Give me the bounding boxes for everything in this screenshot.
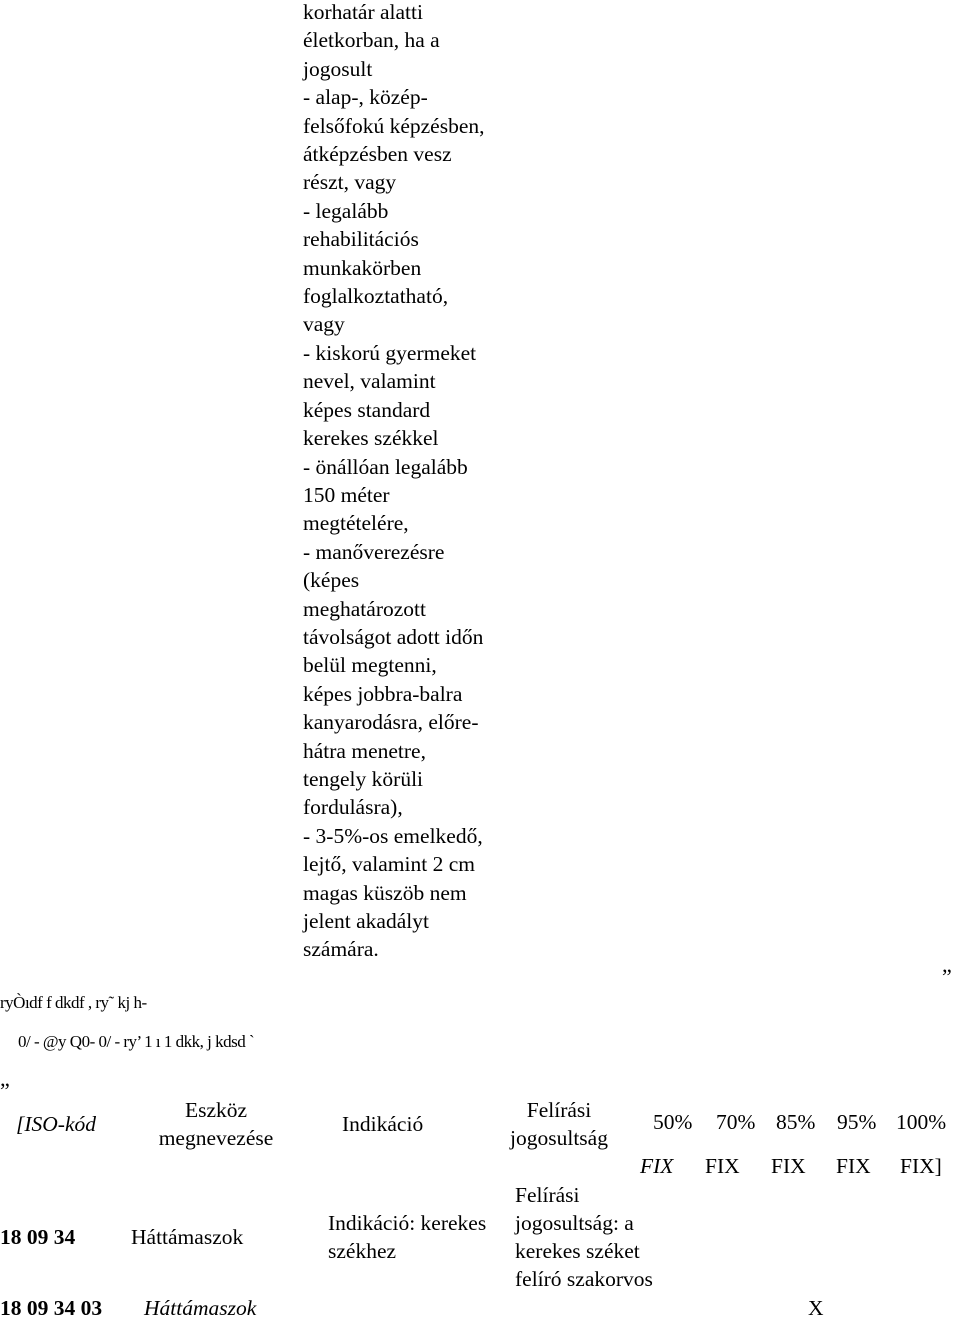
paragraph-line: - önállóan legalább: [303, 454, 468, 479]
row1-rights-line3: kerekes széket: [515, 1239, 640, 1263]
header-device-name: [150, 1096, 282, 1152]
fix-cell-95: FIX: [836, 1154, 871, 1178]
header-percent-95: 95%: [837, 1110, 877, 1134]
paragraph-line: jelent akadályt: [303, 909, 429, 933]
row1-rights-line1: Felírási: [515, 1183, 580, 1207]
closing-quote: „: [942, 952, 952, 977]
paragraph-line: hátra menetre,: [303, 738, 426, 763]
header-prescription-rights-line2: jogosultság: [510, 1126, 608, 1150]
row1-iso-code: 18 09 34: [0, 1225, 76, 1249]
row2-device-name: Háttámaszok: [144, 1296, 257, 1320]
header-percent-50: 50%: [653, 1110, 693, 1134]
paragraph-line: jogosult: [303, 56, 373, 81]
paragraph-line: képes standard: [303, 397, 431, 422]
row2-iso-code: 18 09 34 03: [0, 1296, 103, 1320]
paragraph-line: (képes: [303, 568, 360, 593]
paragraph-line: magas küszöb nem: [303, 880, 467, 905]
row1-device-name: Háttámaszok: [131, 1225, 244, 1249]
row1-rights-line4: felíró szakorvos: [515, 1267, 653, 1291]
row1-indication-line1: Indikáció: kerekes: [328, 1211, 487, 1235]
fix-cell-85: FIX: [771, 1154, 806, 1178]
paragraph-line: - manőverezésre: [303, 539, 445, 564]
paragraph-line: távolságot adott időn: [303, 624, 484, 649]
paragraph-line: meghatározott: [303, 596, 426, 621]
paragraph-line: korhatár alatti: [303, 0, 423, 24]
row1-rights-line2: jogosultság: a: [515, 1211, 634, 1235]
paragraph-line: - kiskorú gyermeket: [303, 340, 477, 365]
paragraph-line: tengely körüli: [303, 766, 424, 791]
indication-paragraph: [303, 0, 485, 964]
header-percent-85: 85%: [776, 1110, 816, 1134]
header-prescription-rights-line1: Felírási: [526, 1098, 592, 1122]
header-device-name-line1: Eszköz: [184, 1098, 248, 1122]
paragraph-line: foglalkoztatható,: [303, 284, 449, 309]
header-prescription-rights: [500, 1096, 618, 1152]
paragraph-line: - 3-5%-os emelkedő,: [303, 823, 483, 848]
header-indication: Indikáció: [342, 1112, 424, 1136]
header-percent-70: 70%: [716, 1110, 756, 1134]
header-device-name-line2: megnevezése: [158, 1126, 274, 1150]
paragraph-line: megtételére,: [303, 511, 409, 536]
paragraph-line: felsőfokú képzésben,: [303, 113, 485, 138]
paragraph-line: - alap-, közép-: [303, 85, 428, 110]
paragraph-line: életkorban, ha a: [303, 28, 440, 53]
paragraph-line: képes jobbra-balra: [303, 681, 463, 706]
header-percent-100: 100%: [896, 1110, 947, 1134]
row1-prescription-rights: [515, 1181, 653, 1293]
paragraph-line: vagy: [303, 312, 345, 337]
paragraph-line: 150 méter: [303, 482, 390, 507]
paragraph-line: munkakörben: [303, 255, 422, 280]
row2-mark: X: [808, 1296, 824, 1320]
row1-indication-line2: székhez: [328, 1239, 397, 1263]
paragraph-line: kerekes székkel: [303, 426, 439, 451]
paragraph-line: számára.: [303, 937, 379, 962]
paragraph-line: lejtő, valamint 2 cm: [303, 852, 475, 877]
paragraph-line: részt, vagy: [303, 170, 397, 195]
fix-cell-70: FIX: [705, 1154, 740, 1178]
opening-quote: „: [0, 1066, 10, 1091]
paragraph-line: rehabilitációs: [303, 227, 419, 252]
paragraph-line: átképzésben vesz: [303, 142, 452, 167]
header-iso-code: [ISO-kód: [16, 1112, 97, 1136]
fix-cell-100: FIX]: [900, 1154, 942, 1178]
row1-indication: [328, 1209, 486, 1265]
paragraph-line: kanyarodásra, előre-: [303, 710, 479, 735]
paragraph-line: belül megtenni,: [303, 653, 437, 678]
paragraph-line: nevel, valamint: [303, 369, 436, 394]
garbled-line-2: 0/ - @y Q0- 0/ - ry’ 1 ı 1 dkk, j kdsd `: [18, 1032, 255, 1051]
garbled-line-1: ryÒıdf f dkdf , ry˜ kj h-: [0, 993, 147, 1012]
fix-cell-50: FIX: [640, 1154, 674, 1178]
paragraph-line: fordulásra),: [303, 795, 403, 820]
paragraph-line: - legalább: [303, 198, 389, 223]
